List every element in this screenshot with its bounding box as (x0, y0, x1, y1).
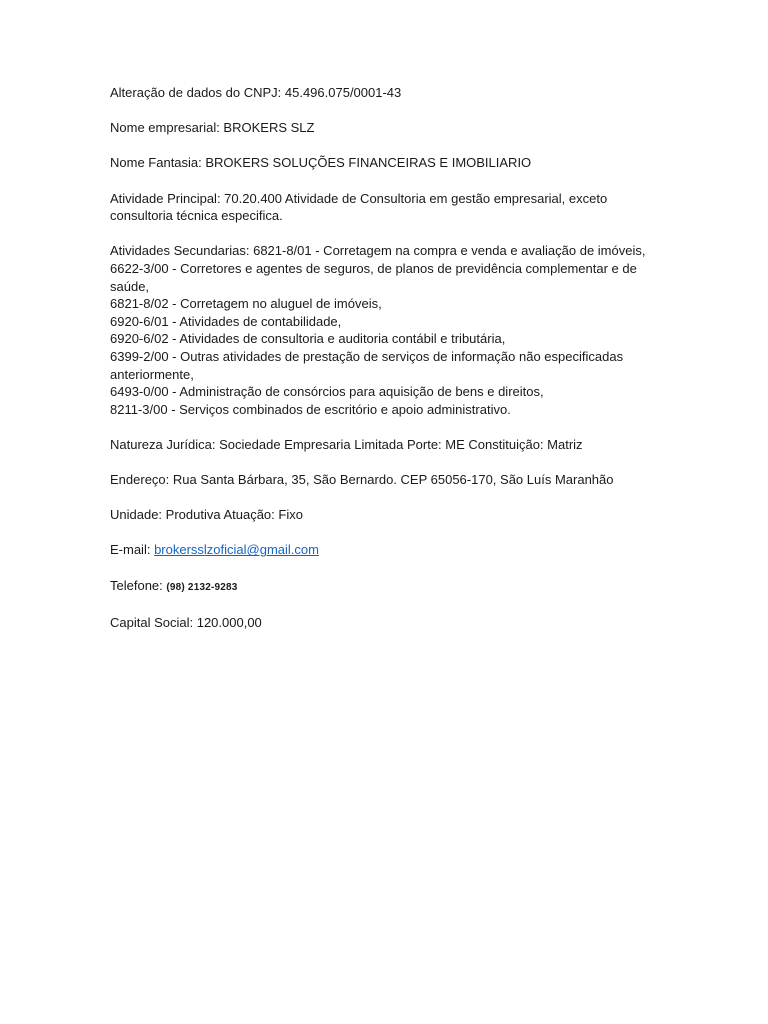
cnpj-line (110, 84, 650, 102)
secondary-activity-line: 6920-6/01 - Atividades de contabilidade, (110, 313, 342, 329)
capital-line (110, 614, 650, 632)
main-activity-line: consultoria técnica especifica. (110, 208, 283, 224)
legal-nature-line (110, 436, 650, 454)
trade-name-line (110, 154, 650, 172)
phone-label: Telefone: (110, 577, 167, 593)
secondary-activity-line: 6920-6/02 - Atividades de consultoria e auditoria contábil e tributária, (110, 331, 506, 347)
secondary-activities-paragraph (110, 242, 650, 418)
email-link[interactable]: brokersslzoficial@gmail.com (154, 542, 319, 558)
secondary-activity-line: 6493-0/00 - Administração de consórcios para aquisição de bens e direitos, (110, 384, 544, 400)
company-name-line (110, 119, 650, 137)
trade-name-text: Nome Fantasia: BROKERS SOLUÇÕES FINANCEIRAS E IMOBILIARIO (110, 155, 532, 171)
main-activity-line: Atividade Principal: 70.20.400 Atividade de Consultoria em gestão empresarial, exceto (110, 190, 608, 206)
secondary-activity-line: 6622-3/00 - Corretores e agentes de seguros, de planos de previdência complementar e de (110, 260, 637, 276)
document-body (110, 84, 650, 649)
secondary-activity-line: Atividades Secundarias: 6821-8/01 - Corretagem na compra e venda e avaliação de imóveis, (110, 243, 646, 259)
email-line (110, 541, 650, 559)
secondary-activity-line: 6399-2/00 - Outras atividades de prestação de serviços de informação não especificadas (110, 348, 624, 364)
phone-value: (98) 2132-9283 (166, 581, 238, 593)
secondary-activity-line: 8211-3/00 - Serviços combinados de escritório e apoio administrativo. (110, 401, 511, 417)
capital-text: Capital Social: 120.000,00 (110, 614, 262, 630)
phone-line (110, 577, 650, 597)
legal-nature-text: Natureza Jurídica: Sociedade Empresaria Limitada Porte: ME Constituição: Matriz (110, 436, 583, 452)
secondary-activity-line: 6821-8/02 - Corretagem no aluguel de imóveis, (110, 296, 382, 312)
address-line (110, 471, 650, 489)
company-name-text: Nome empresarial: BROKERS SLZ (110, 120, 315, 136)
cnpj-text: Alteração de dados do CNPJ: 45.496.075/0001-43 (110, 85, 402, 100)
secondary-activity-line: saúde, (110, 278, 150, 294)
address-text: Endereço: Rua Santa Bárbara, 35, São Bernardo. CEP 65056-170, São Luís Maranhão (110, 472, 614, 488)
secondary-activity-line: anteriormente, (110, 366, 194, 382)
main-activity-paragraph (110, 190, 650, 225)
unit-line (110, 506, 650, 524)
email-label: E-mail: (110, 542, 155, 558)
unit-text: Unidade: Produtiva Atuação: Fixo (110, 507, 303, 523)
